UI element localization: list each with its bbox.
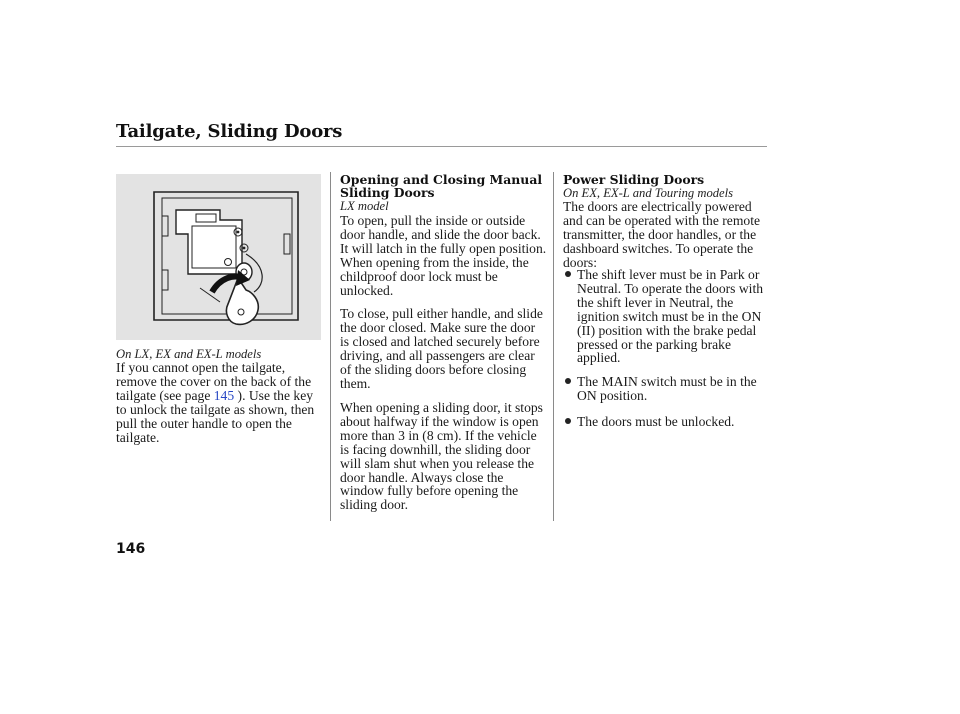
page-reference-link[interactable]: 145 [213, 387, 235, 403]
figure-caption: On LX, EX and EX-L models [116, 347, 262, 361]
lx-model-note: LX model [340, 199, 389, 213]
list-item-text: The MAIN switch must be in the ON position. [577, 374, 757, 403]
page-title: Tailgate, Sliding Doors [116, 121, 343, 142]
tailgate-instructions [116, 361, 328, 444]
window-warning-paragraph: When opening a sliding door, it stops about halfway if the window is open more than 3 in (8 cm). If the vehicle is facing downhill, the sliding door will slam shut when you release the door handle. Always close the window fully before opening the sliding door. [340, 400, 543, 513]
manual-sliding-doors-heading: Opening and Closing Manual Sliding Doors [340, 172, 543, 201]
bullet-icon [565, 271, 571, 277]
list-item [563, 375, 773, 417]
list-item-text: The shift lever must be in Park or Neutral. To operate the doors with the shift lever in Neutral, the ignition switch must be in the ON (II) position with the brake pedal pressed or the parking brake applied. [577, 267, 764, 366]
column-divider-left [330, 172, 331, 521]
list-item [563, 415, 773, 457]
list-item [563, 267, 773, 366]
header-rule [116, 146, 767, 147]
tailgate-text-part1: If you cannot open the tailgate, remove the cover on the back of the tailgate (see page [116, 360, 312, 403]
bullet-icon [565, 378, 571, 384]
bullet-icon [565, 418, 571, 424]
tailgate-text-part2: ). Use the key to unlock the tailgate as shown, then pull the outer handle to open the tailgate. [116, 387, 315, 445]
touring-model-note: On EX, EX-L and Touring models [563, 186, 734, 200]
open-door-paragraph: To open, pull the inside or outside door handle, and slide the door back. It will latch in the fully open position. When opening from the inside, the childproof door lock must be unlocked. [340, 213, 547, 298]
list-item-text: The doors must be unlocked. [577, 414, 735, 429]
tailgate-cover-illustration [116, 174, 321, 340]
close-door-paragraph: To close, pull either handle, and slide the door closed. Make sure the door is closed and latched securely before driving, and all passengers are clear of the sliding doors before closing them. [340, 306, 543, 391]
tailgate-lock-drawing [116, 174, 321, 340]
page-number: 146 [116, 541, 146, 557]
power-doors-intro: The doors are electrically powered and can be operated with the remote transmitter, the door handles, or the dashboard switches. To operate the doors: [563, 199, 761, 270]
power-sliding-doors-heading: Power Sliding Doors [563, 172, 705, 187]
